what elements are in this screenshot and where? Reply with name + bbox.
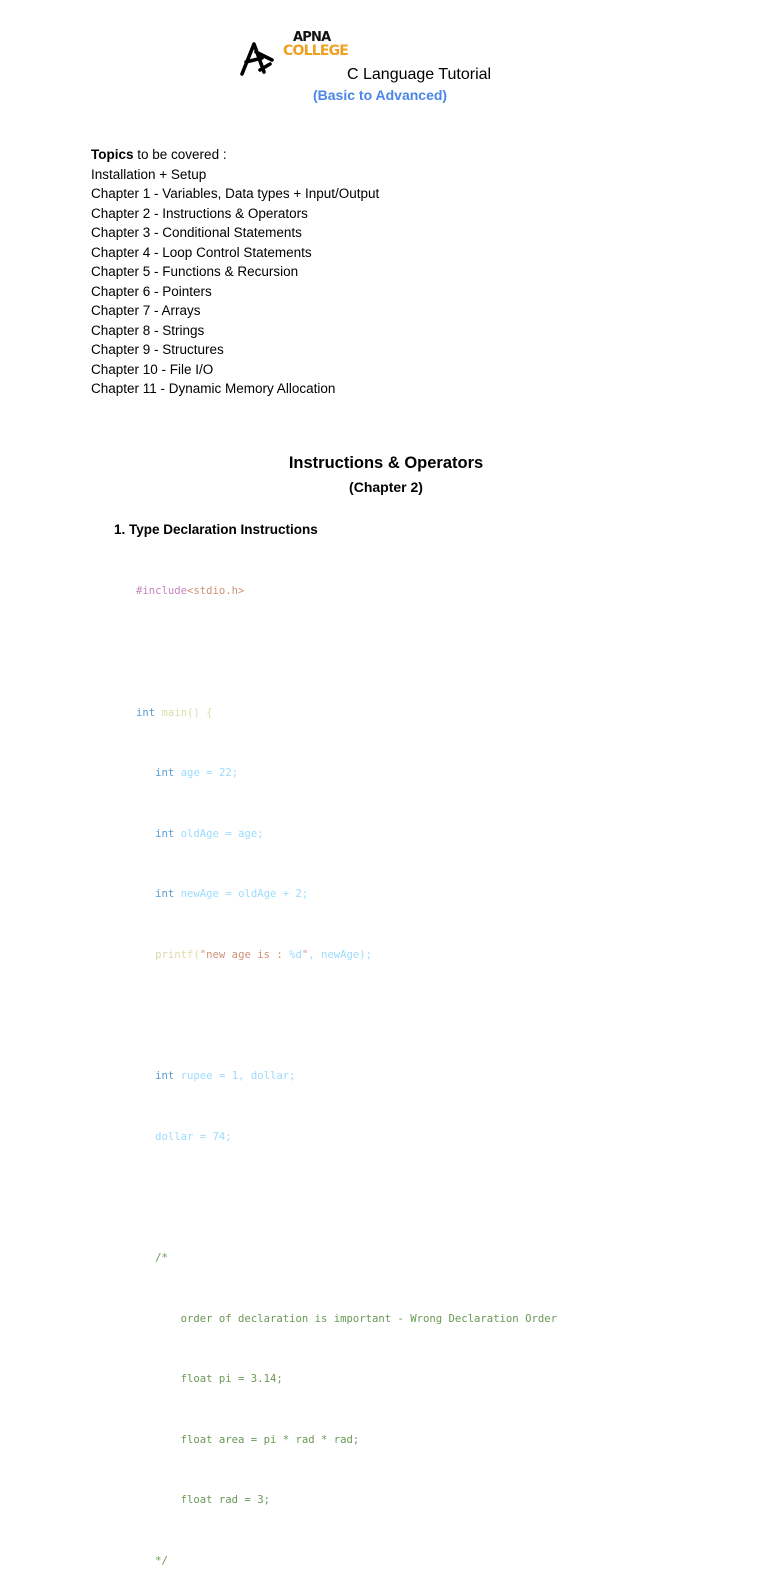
topic-item: Chapter 11 - Dynamic Memory Allocation <box>91 381 336 396</box>
code-block <box>136 541 557 1591</box>
topic-item: Installation + Setup <box>91 166 207 182</box>
code-token: "new age is : <box>199 948 290 961</box>
topics-list <box>91 145 379 399</box>
code-token: int <box>155 827 175 840</box>
code-token: main() { <box>161 706 213 719</box>
section-title: Instructions & Operators <box>288 454 484 472</box>
code-token: newAge = oldAge + 2; <box>180 888 309 901</box>
logo-college-text: COLLEGE <box>283 43 349 59</box>
code-comment: */ <box>155 1554 168 1567</box>
code-line-comment <box>136 1309 557 1329</box>
code-line-rupee <box>136 1066 557 1086</box>
code-comment: float pi = 3.14; <box>155 1373 283 1386</box>
code-line-newage <box>136 884 557 904</box>
section-subtitle: (Chapter 2) <box>349 479 423 495</box>
code-comment: order of declaration is important - Wrong Declaration Order <box>155 1312 557 1325</box>
code-line-include <box>136 581 557 601</box>
code-token: int <box>155 767 175 780</box>
topics-lead <box>91 145 379 165</box>
code-comment: float rad = 3; <box>155 1494 270 1507</box>
topic-item: Chapter 10 - File I/O <box>91 361 214 377</box>
code-token: , newAge); <box>308 948 373 961</box>
code-token: int <box>155 888 175 901</box>
topic-item: Chapter 9 - Structures <box>91 342 224 357</box>
topic-item: Chapter 4 - Loop Control Statements <box>91 244 312 260</box>
code-line-comment-close <box>136 1551 557 1571</box>
topic-item: Chapter 1 - Variables, Data types + Input/Output <box>91 186 380 201</box>
topic-item: Chapter 8 - Strings <box>91 322 205 338</box>
code-line-main <box>136 703 557 723</box>
code-comment: float area = pi * rad * rad; <box>155 1433 360 1446</box>
code-line-dollar <box>136 1127 557 1147</box>
code-token: int <box>136 706 156 719</box>
code-line-comment <box>136 1430 557 1450</box>
topic-item: Chapter 5 - Functions & Recursion <box>91 264 299 279</box>
code-token: printf( <box>155 948 200 961</box>
subsection-heading: 1. Type Declaration Instructions <box>114 522 318 537</box>
code-line-oldage <box>136 824 557 844</box>
code-comment: /* <box>155 1251 168 1264</box>
page-subtitle: (Basic to Advanced) <box>313 87 448 103</box>
code-token: rupee = 1, dollar; <box>180 1070 296 1083</box>
code-token: oldAge = age; <box>180 827 264 840</box>
topic-item: Chapter 2 - Instructions & Operators <box>91 205 308 221</box>
topics-lead-rest: to be covered : <box>133 147 227 162</box>
code-line-comment-open <box>136 1248 557 1268</box>
code-line-comment <box>136 1490 557 1510</box>
code-line-age <box>136 763 557 783</box>
code-token: #include <box>136 585 188 598</box>
code-line-blank <box>136 1006 557 1026</box>
code-token: %d <box>289 948 302 961</box>
code-line-blank <box>136 1187 557 1207</box>
code-line-blank <box>136 642 557 662</box>
topics-lead-bold: Topics <box>91 147 134 162</box>
code-token: dollar = 74; <box>155 1130 232 1143</box>
code-token: " <box>301 948 309 961</box>
logo-apna-text: APNA <box>293 30 331 45</box>
code-token: int <box>155 1070 175 1083</box>
code-token: <stdio.h> <box>187 585 245 598</box>
topic-item: Chapter 3 - Conditional Statements <box>91 225 302 240</box>
code-token: age = 22; <box>180 767 239 780</box>
topic-item: Chapter 7 - Arrays <box>91 303 201 318</box>
code-line-comment <box>136 1369 557 1389</box>
topic-item: Chapter 6 - Pointers <box>91 283 212 299</box>
code-line-printf <box>136 945 557 965</box>
page-title: C Language Tutorial <box>347 66 492 83</box>
